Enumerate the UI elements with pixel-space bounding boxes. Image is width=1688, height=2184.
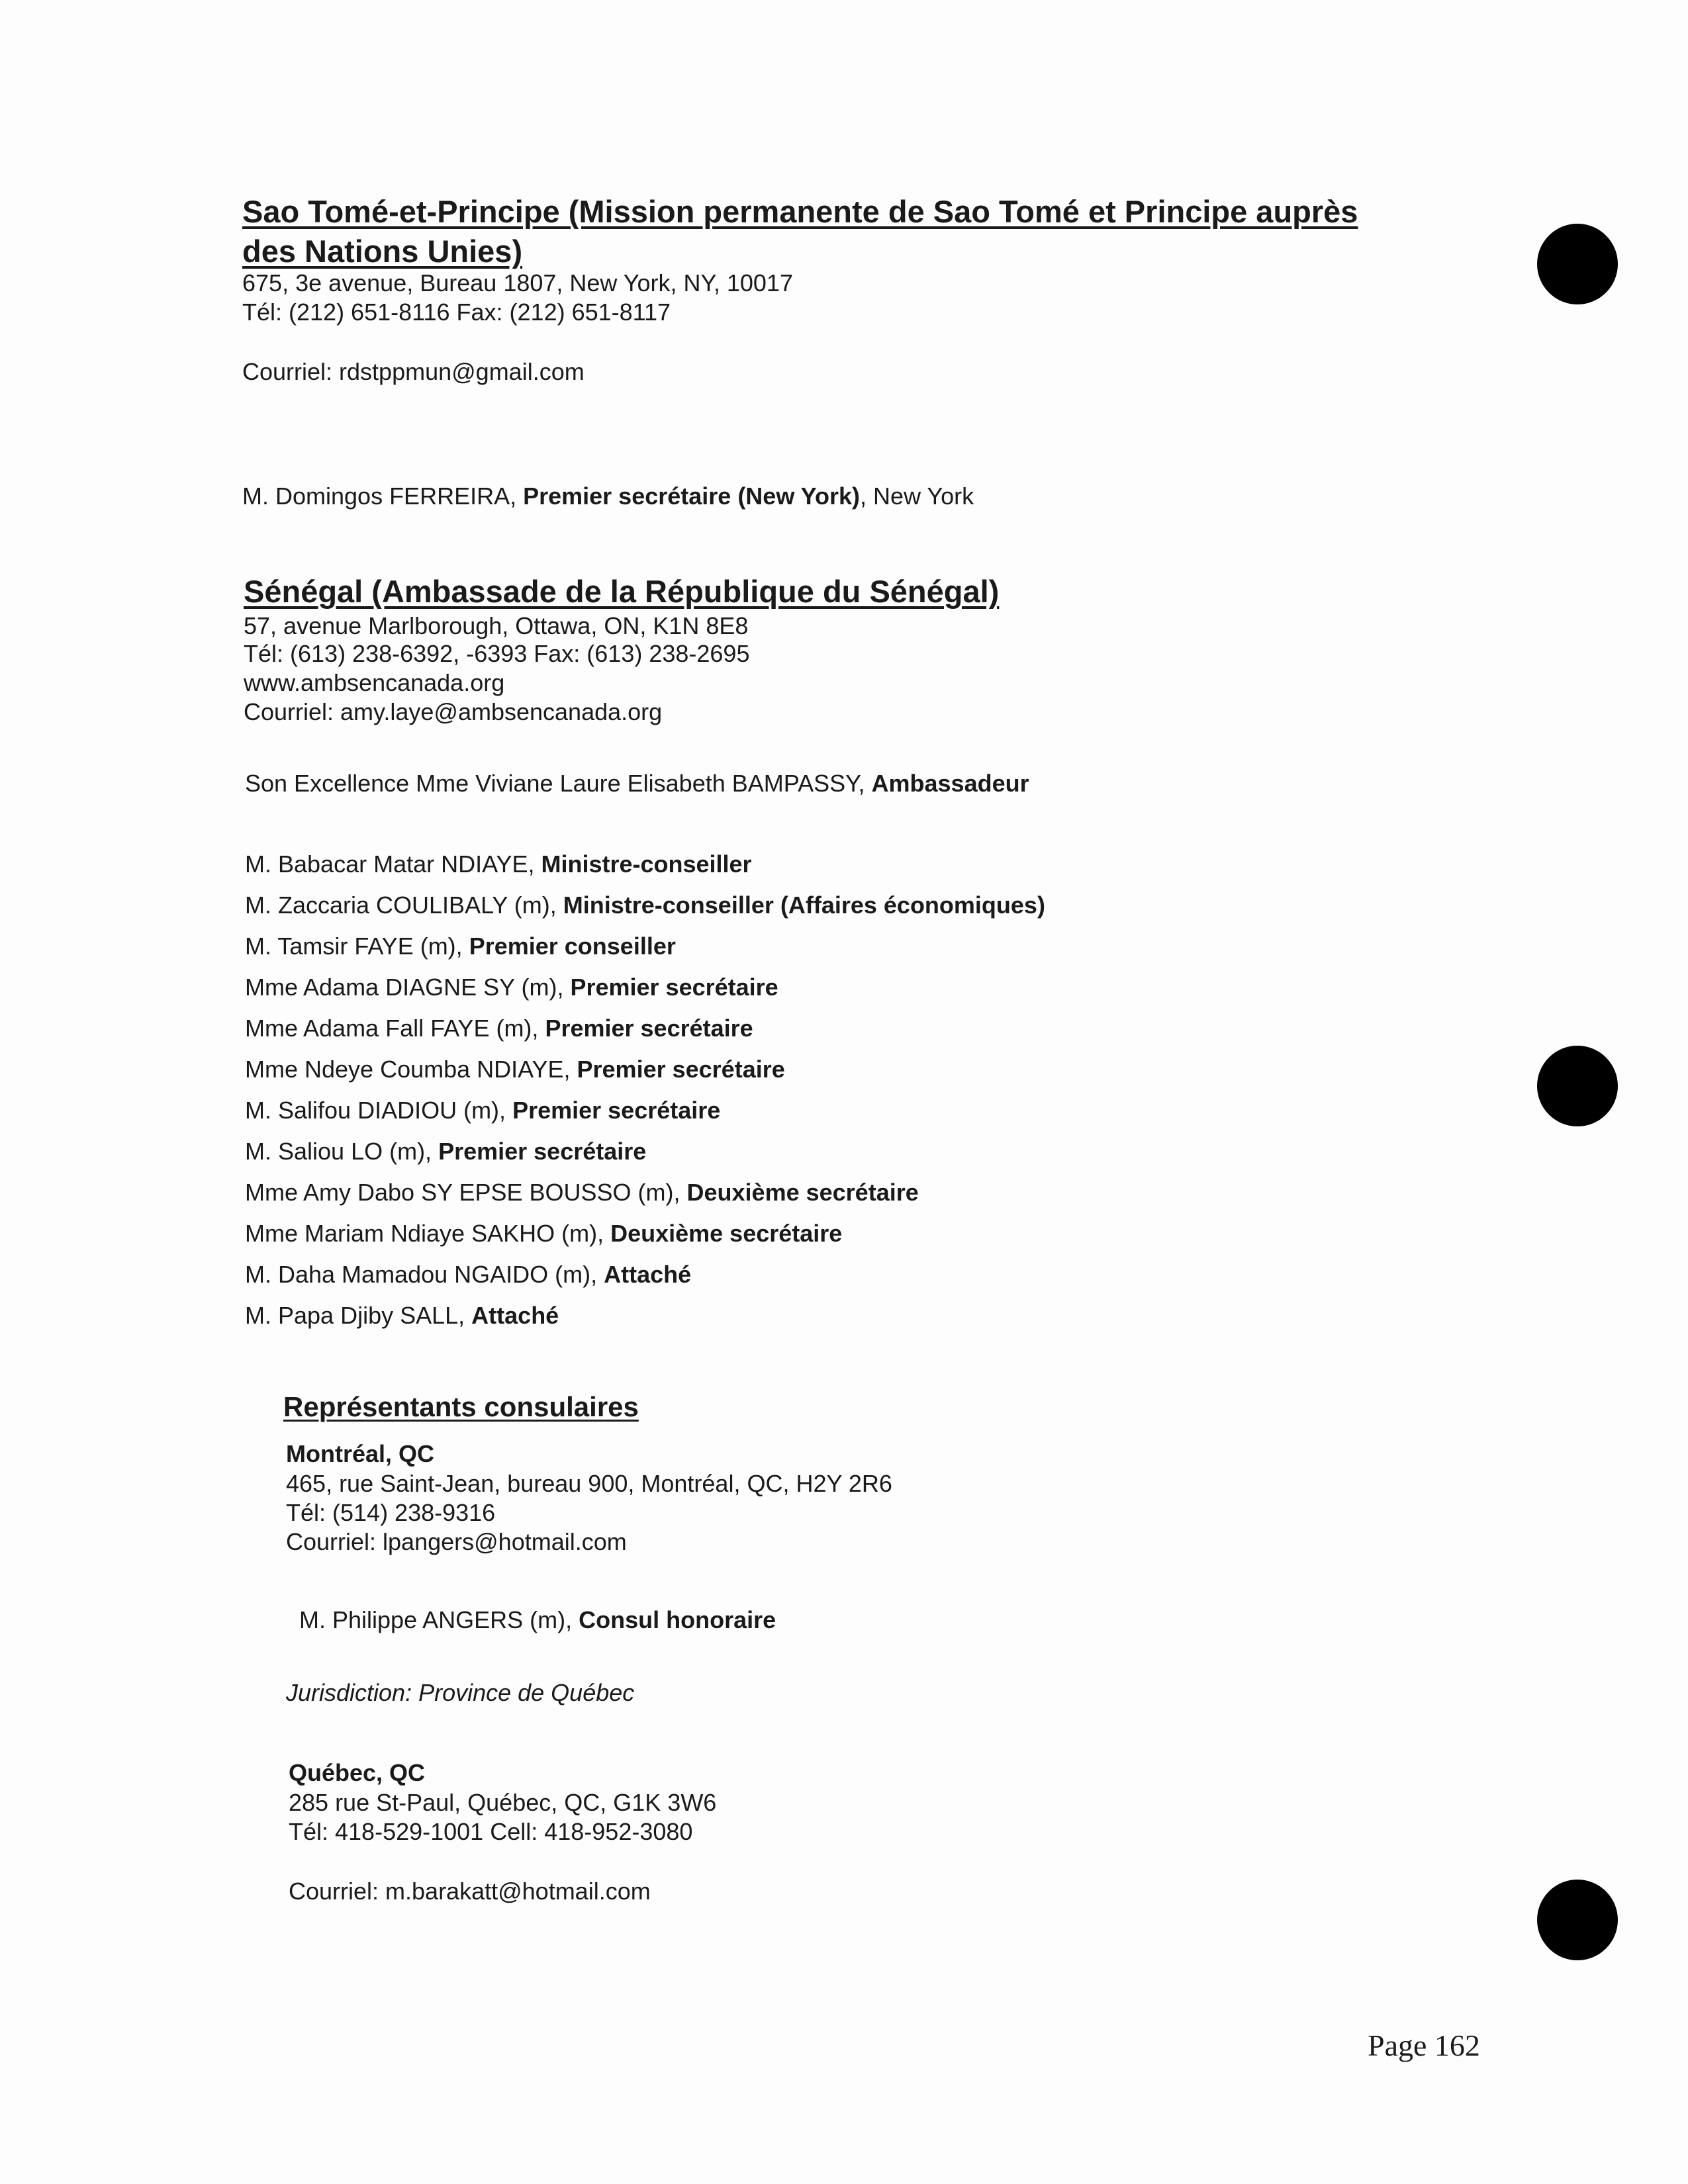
senegal-email: Courriel: amy.laye@ambsencanada.org (244, 698, 663, 725)
sao-tome-staff-entry (242, 482, 974, 511)
sao-tome-address: 675, 3e avenue, Bureau 1807, New York, NY, 10017 (242, 269, 793, 296)
staff-name: Mme Adama DIAGNE SY (m), (245, 974, 571, 1001)
staff-title: Deuxième secrétaire (686, 1179, 919, 1206)
sao-tome-phone: Tél: (212) 651-8116 Fax: (212) 651-8117 (242, 298, 671, 326)
quebec-address: 285 rue St-Paul, Québec, QC, G1K 3W6 (289, 1789, 717, 1816)
montreal-address: 465, rue Saint-Jean, bureau 900, Montréal, QC, H2Y 2R6 (286, 1470, 892, 1497)
staff-title: Premier secrétaire (545, 1015, 753, 1042)
senegal-staff-entry (245, 1055, 785, 1084)
senegal-staff-entry (245, 1178, 919, 1207)
senegal-staff-entry (245, 1096, 720, 1125)
senegal-staff-entry (245, 1301, 559, 1330)
montreal-email: Courriel: lpangers@hotmail.com (286, 1528, 627, 1555)
montreal-phone: Tél: (514) 238-9316 (286, 1499, 496, 1526)
staff-suffix: , New York (860, 482, 974, 510)
staff-name: Mme Mariam Ndiaye SAKHO (m), (245, 1220, 611, 1247)
senegal-heading: Sénégal (Ambassade de la République du Sénégal) (244, 574, 1000, 609)
staff-name: M. Daha Mamadou NGAIDO (m), (245, 1261, 604, 1288)
punch-hole-top (1537, 224, 1618, 304)
quebec-phone: Tél: 418-529-1001 Cell: 418-952-3080 (289, 1818, 693, 1845)
staff-title: Premier conseiller (469, 933, 676, 960)
staff-title: Deuxième secrétaire (610, 1220, 843, 1247)
quebec-email: Courriel: m.barakatt@hotmail.com (289, 1878, 651, 1905)
staff-title: Premier secrétaire (438, 1138, 647, 1165)
consular-heading: Représentants consulaires (283, 1391, 639, 1422)
montreal-city: Montréal, QC (286, 1440, 435, 1467)
ambassador-title: Ambassadeur (871, 770, 1029, 797)
staff-title: Ministre-conseiller (Affaires économiques) (563, 891, 1045, 919)
staff-name: M. Saliou LO (m), (245, 1138, 439, 1165)
staff-title: Ministre-conseiller (541, 850, 752, 878)
senegal-staff-entry (245, 973, 778, 1002)
staff-title: Premier secrétaire (570, 974, 778, 1001)
staff-name: M. Papa Djiby SALL, (245, 1302, 472, 1329)
staff-title: Attaché (471, 1302, 559, 1329)
senegal-address: 57, avenue Marlborough, Ottawa, ON, K1N 8E8 (244, 612, 749, 639)
staff-title: Premier secrétaire (512, 1097, 721, 1124)
sao-tome-email: Courriel: rdstppmun@gmail.com (242, 358, 585, 385)
senegal-staff-entry (245, 1137, 646, 1166)
senegal-ambassador (245, 769, 1029, 798)
staff-name: M. Salifou DIADIOU (m), (245, 1097, 513, 1124)
page-number: Page 162 (1368, 2028, 1480, 2062)
staff-name: M. Domingos FERREIRA, (242, 482, 524, 510)
senegal-staff-entry (245, 1219, 842, 1248)
quebec-city: Québec, QC (289, 1759, 426, 1786)
senegal-staff-entry (245, 932, 676, 961)
punch-hole-middle (1537, 1046, 1618, 1126)
senegal-staff-entry (245, 850, 752, 879)
senegal-staff-entry (245, 1014, 753, 1043)
senegal-staff-entry (245, 891, 1045, 920)
staff-name: Mme Amy Dabo SY EPSE BOUSSO (m), (245, 1179, 687, 1206)
senegal-staff-entry (245, 1260, 691, 1289)
punch-hole-bottom (1537, 1880, 1618, 1960)
montreal-jurisdiction: Jurisdiction: Province de Québec (286, 1679, 635, 1706)
staff-name: Mme Ndeye Coumba NDIAYE, (245, 1056, 577, 1083)
sao-tome-heading-line1: Sao Tomé-et-Principe (Mission permanente de Sao Tomé et Principe auprès (242, 194, 1358, 229)
staff-name: M. Babacar Matar NDIAYE, (245, 850, 541, 878)
consul-name: M. Philippe ANGERS (m), (299, 1606, 579, 1633)
senegal-phone: Tél: (613) 238-6392, -6393 Fax: (613) 238-2695 (244, 640, 750, 667)
staff-title: Premier secrétaire (577, 1056, 785, 1083)
sao-tome-heading-line2: des Nations Unies) (242, 234, 523, 269)
ambassador-name: Son Excellence Mme Viviane Laure Elisabeth BAMPASSY, (245, 770, 872, 797)
staff-name: M. Tamsir FAYE (m), (245, 933, 469, 960)
staff-name: Mme Adama Fall FAYE (m), (245, 1015, 545, 1042)
staff-title: Premier secrétaire (New York) (523, 482, 861, 510)
consul-title: Consul honoraire (579, 1606, 776, 1633)
montreal-consul (299, 1606, 776, 1635)
senegal-website: www.ambsencanada.org (244, 669, 505, 696)
staff-title: Attaché (604, 1261, 692, 1288)
staff-name: M. Zaccaria COULIBALY (m), (245, 891, 563, 919)
